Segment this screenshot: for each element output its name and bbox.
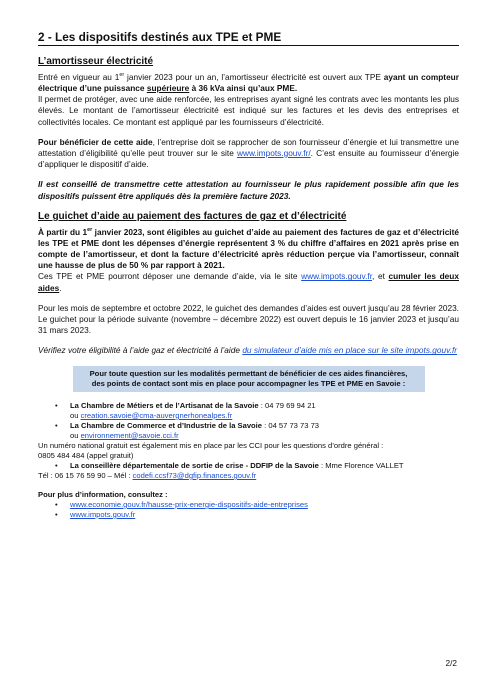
bullet-icon: • xyxy=(55,500,58,509)
bullet-icon: • xyxy=(55,401,58,410)
contact-info-box: Pour toute question sur les modalités permettant de bénéficier de ces aides financières, des points de contact sont mis en place pour accompagner les TPE et PME en Savoie : xyxy=(73,366,425,392)
simulator-text: Vérifiez votre éligibilité à l’aide gaz et électricité à l’aide du simulateur d’aide mis en place sur le site impots.gouv.fr xyxy=(38,345,458,356)
amortisseur-advice: Il est conseillé de transmettre cette attestation au fournisseur le plus rapidement possible afin que les dispositifs puissent être appliqués dès la première facture 2023. xyxy=(38,179,459,201)
contact-cma: • La Chambre de Métiers et de l’Artisanat de la Savoie : 04 79 69 94 21 ou creation.savoie@cma-auvergnerhonealpes.fr xyxy=(55,401,316,420)
economie-link[interactable]: www.economie.gouv.fr/hausse-prix-energie-dispositifs-aide-entreprises xyxy=(70,500,308,509)
guichet-title: Le guichet d’aide au paiement des factures de gaz et d’électricité xyxy=(38,210,347,222)
contact-ddfip: • La conseillère départementale de sortie de crise - DDFIP de la Savoie : Mme Florence VALLET xyxy=(55,461,404,470)
more-info-item xyxy=(38,500,459,510)
bullet-icon: • xyxy=(55,461,58,470)
more-info-links xyxy=(38,500,459,520)
free-number: 0805 484 484 (appel gratuit) xyxy=(38,451,134,460)
impots-link-2[interactable]: www.impots.gouv.fr xyxy=(301,271,372,282)
guichet-dates: Pour les mois de septembre et octobre 2022, le guichet des demandes d’aides est ouvert jusqu’au 28 février 2023. Le guichet pour la période suivante (novembre – décembre 2022) est ouvert depuis le 16 janvier 2023 et jusqu’au 31 mars 2023. xyxy=(38,302,459,336)
cci-email-link[interactable]: environnement@savoie.cci.fr xyxy=(80,431,179,440)
more-info-title: Pour plus d’information, consultez : xyxy=(38,490,168,499)
more-info-item xyxy=(38,510,459,520)
bullet-icon: • xyxy=(55,510,58,519)
amortisseur-how-to: Pour bénéficier de cette aide, l’entreprise doit se rapprocher de son fournisseur d’énergie et lui transmettre une attestation d’éligibilité qu’elle peut trouver sur le site www.impots.gouv.fr/. C’est ensuite au fournisseur d’énergie d’appliquer le dispositif d’aide. xyxy=(38,136,460,170)
contact-list xyxy=(38,401,459,441)
contact-cci: • La Chambre de Commerce et d’Industrie de la Savoie : 04 57 73 73 73 ou environnement@savoie.cci.fr xyxy=(55,421,320,440)
impots-link-3[interactable]: www.impots.gouv.fr xyxy=(70,510,136,519)
ddfip-email-link[interactable]: codefi.ccsf73@dgfip.finances.gouv.fr xyxy=(132,471,257,480)
free-number-line: Un numéro national gratuit est également mis en place par les CCI pour les questions d’ordre général : xyxy=(38,441,384,450)
cma-email-link[interactable]: creation.savoie@cma-auvergnerhonealpes.fr xyxy=(80,411,233,420)
impots-link[interactable]: www.impots.gouv.fr/ xyxy=(237,147,311,158)
amortisseur-title: L’amortisseur électricité xyxy=(38,56,154,67)
amortisseur-description: Il permet de protéger, avec une aide renforcée, les entreprises ayant signé les contrats avec les montants les plus élevés. Le montant de l’amortisseur électricité est indiqué sur les factures et les devis des entreprises et collectivités locales. Ce montant est appliqué par les fournisseurs d’électricité. xyxy=(38,94,459,127)
ddfip-contact-line: Tél : 06 15 76 59 90 – Mél : codefi.ccsf73@dgfip.finances.gouv.fr xyxy=(38,471,257,480)
guichet-eligibility: À partir du 1er janvier 2023, sont éligibles au guichet d’aide au paiement des factures de gaz et d’électricité les TPE et PME dont les dépenses d’énergie représentent 3 % du chiffre d’affaires en 2021 après prise en compte de l’amortisseur, et dont la facture d’électricité après réduction perçue via l’amortisseur, connaît une hausse de plus de 50 % par rapport à 2021. xyxy=(38,226,459,271)
section-heading: 2 - Les dispositifs destinés aux TPE et PME xyxy=(38,30,459,46)
simulator-link[interactable]: du simulateur d’aide mis en place sur le site impots.gouv.fr xyxy=(242,345,458,356)
page-number: 2/2 xyxy=(445,658,457,668)
amortisseur-intro: Entré en vigueur au 1er janvier 2023 pour un an, l’amortisseur électricité est ouvert aux TPE ayant un compteur électrique d’une puissance supérieure à 36 kVa ainsi qu’aux PME. xyxy=(38,71,459,93)
bullet-icon: • xyxy=(55,421,58,430)
guichet-deposit: Ces TPE et PME pourront déposer une demande d’aide, via le site www.impots.gouv.fr, et cumuler les deux aides. xyxy=(38,271,459,293)
